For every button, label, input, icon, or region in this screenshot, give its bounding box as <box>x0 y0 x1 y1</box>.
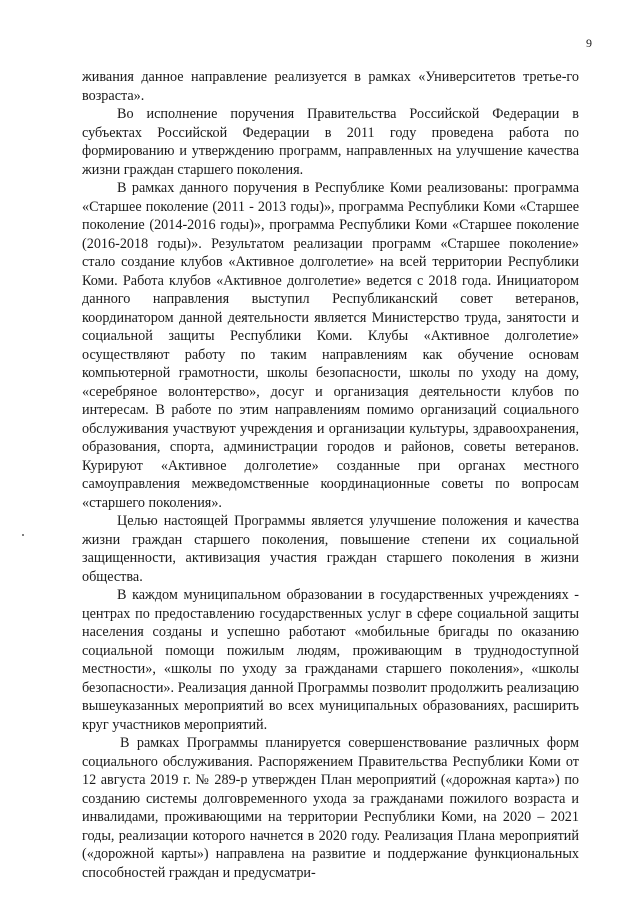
paragraph-government-order: Во исполнение поручения Правительства Российской Федерации в субъектах Российской Федерации в 2011 году проведена работа по формированию и утверждению программ, направленных на улучшение качества жизни граждан старшего поколения. <box>82 106 579 178</box>
paragraph-program-goal: Целью настоящей Программы является улучшение положения и качества жизни граждан старшего поколения, повышение степени их социальной защищенности, активизация участия граждан старшего поколения в жизни общества. <box>82 513 579 585</box>
paragraph-komi-programs: В рамках данного поручения в Республике Коми реализованы: программа «Старшее поколение (2011 - 2013 годы)», программа Республики Коми «Старшее поколение (2014-2016 годы)», программа Республики Коми «Старшее поколение (2016-2018 годы)». Результатом реализации программ «Старшее поколение» стало создание клубов «Активное долголетие» на всей территории Республики Коми. Работа клубов «Активное долголетие» ведется с 2018 года. Инициатором данного направления выступил Республиканский совет ветеранов, координатором данной деятельности является Министерство труда, занятости и социальной защиты Республики Коми. Клубы «Активное долголетие» осуществляют работу по таким направлениям как обучение основам компьютерной грамотности, школы безопасности, школы по уходу на дому, «серебряное волонтерство», досуг и организация деятельности клубов по интересам. В работе по этим направлениям помимо организаций социального обслуживания участвуют учреждения и организации культуры, здравоохранения, образования, спорта, администрации городов и районов, советы ветеранов. Курируют «Активное долголетие» созданные при органах местного самоуправления межведомственные координационные советы по вопросам «старшего поколения». <box>82 180 579 511</box>
paragraph-municipal-services: В каждом муниципальном образовании в государственных учреждениях - центрах по предоставлению государственных услуг в сфере социальной защиты населения созданы и успешно работают «мобильные бригады по оказанию социальной помощи пожилым людям, проживающим в труднодоступной местности», «школы по уходу за гражданами старшего поколения», «школы безопасности». Реализация данной Программы позволит продолжить реализацию вышеуказанных мероприятий во всех муниципальных образованиях, расширить круг участников мероприятий. <box>82 587 579 733</box>
page-number: 9 <box>586 36 592 50</box>
scan-artifact-dot <box>22 534 24 536</box>
paragraph-continuation: живания данное направление реализуется в рамках «Университетов третье-го возраста». <box>82 69 579 104</box>
paragraph-long-term-care: В рамках Программы планируется совершенствование различных форм социального обслуживания. Распоряжением Правительства Республики Коми от 12 августа 2019 г. № 289-р утвержден План мероприятий («дорожная карта») по созданию системы долговременного ухода за гражданами пожилого возраста и инвалидами, проживающими на территории Республики Коми, на 2020 – 2021 годы, реализации которого начнется в 2020 году. Реализация Плана мероприятий («дорожной карты») направлена на развитие и поддержание функциональных способностей граждан и предусматри- <box>82 735 579 881</box>
document-body <box>82 68 579 882</box>
